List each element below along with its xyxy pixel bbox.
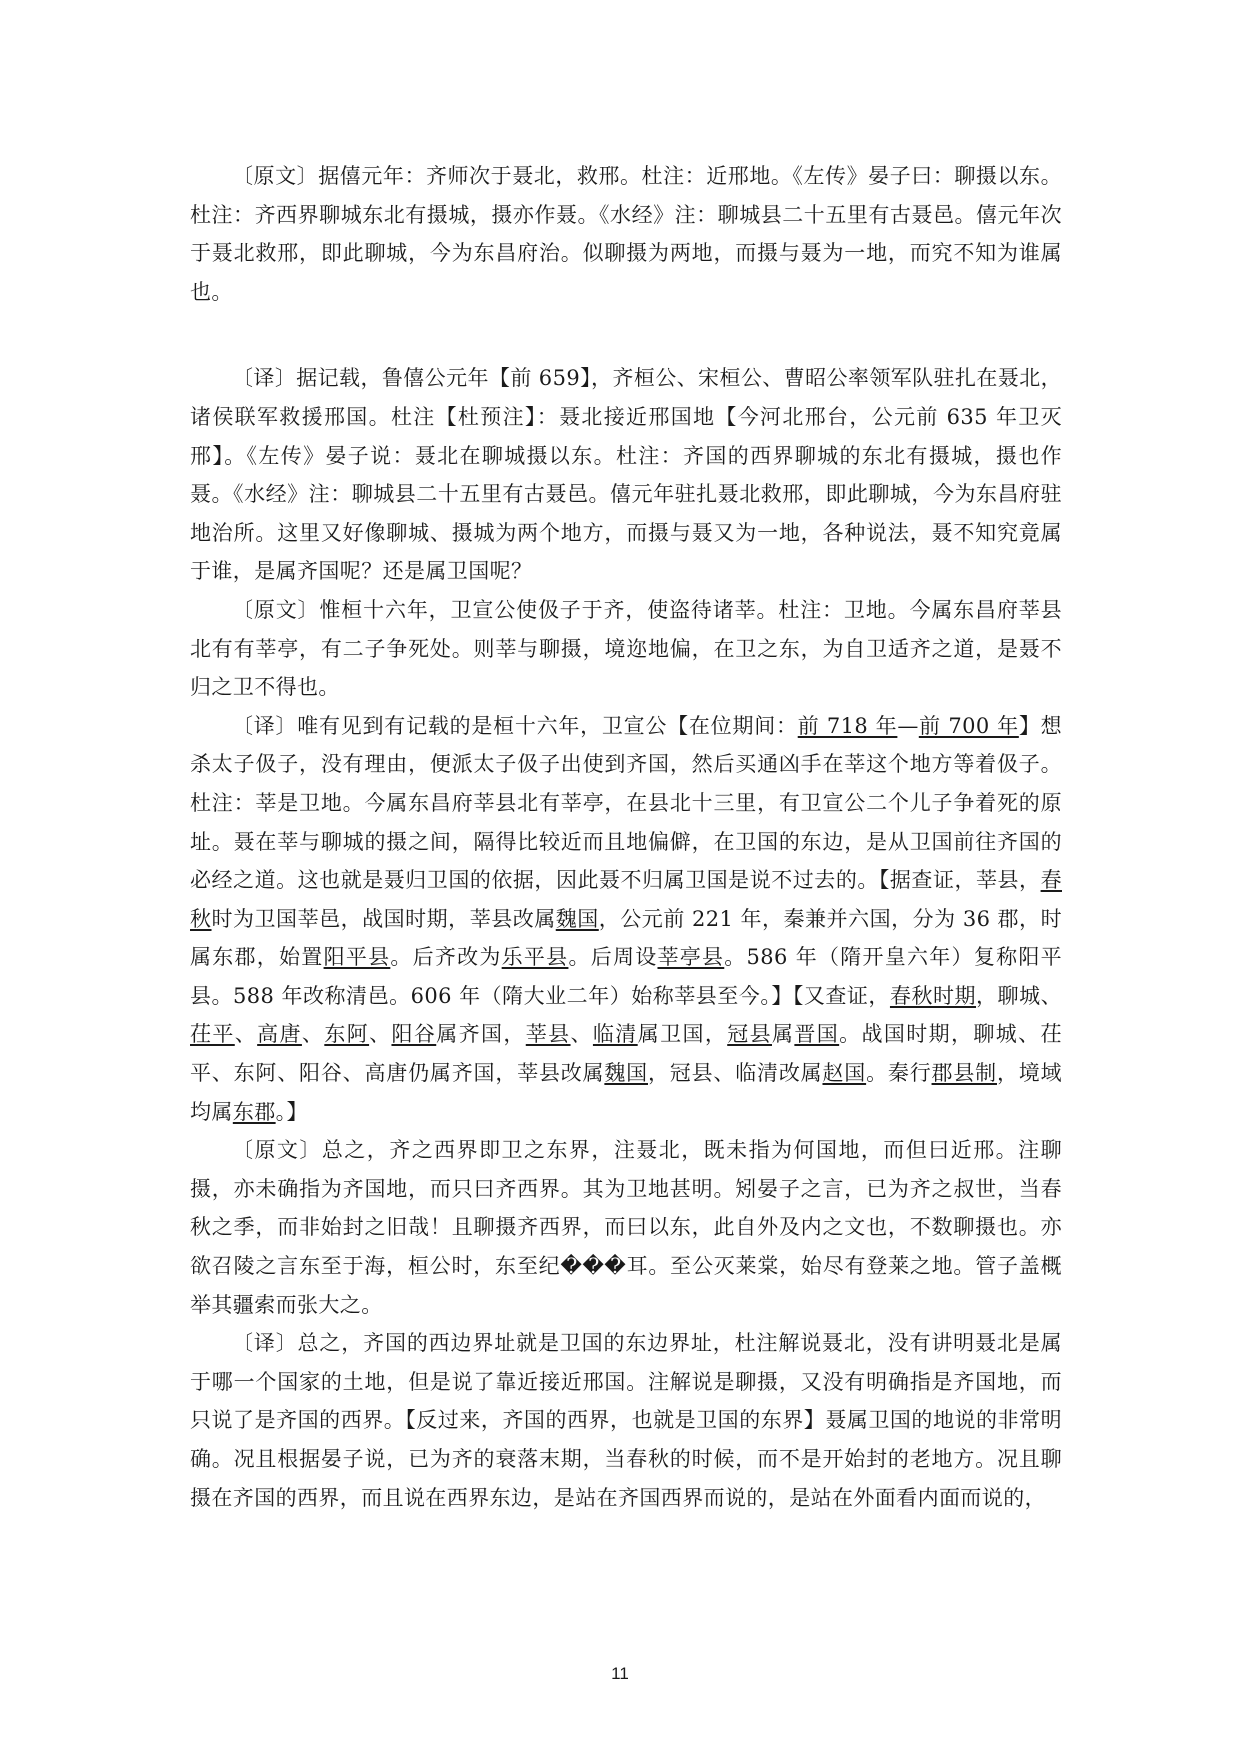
underlined-term: 莘亭县 — [657, 945, 725, 970]
paragraph — [190, 157, 1062, 311]
text-run: 。后齐改为 — [390, 945, 502, 970]
paragraph — [190, 591, 1062, 707]
paragraph-spacer — [190, 311, 1062, 359]
text-run: 】想杀太子伋子，没有理由，便派太子伋子出使到齐国，然后买通凶手在莘这个地方等着伋子。杜注：莘是卫地。今属东昌府莘县北有莘亭，在县北十三里，有卫宣公二个儿子争着死的原址。聂在莘与聊城的摄之间，隔得比较近而且地偏僻，在卫国的东边，是从卫国前往齐国的必经之道。这也就是聂归卫国的依据，因此聂不归属卫国是说不过去的。【据查证，莘县， — [190, 713, 1062, 893]
underlined-term: 高唐 — [257, 1022, 302, 1047]
underlined-term: 赵国 — [822, 1061, 867, 1086]
text-run: 、 — [570, 1022, 593, 1047]
underlined-term: 茌平 — [190, 1022, 235, 1047]
text-run: 〔原文〕总之，齐之西界即卫之东界，注聂北，既未指为何国地，而但曰近邢。注聊摄，亦未确指为齐国地，而只曰齐西界。其为卫地甚明。矧晏子之言，已为齐之叔世，当春秋之季，而非始封之旧哉！且聊摄齐西界，而曰以东，此自外及内之文也，不数聊摄也。亦欲召陵之言东至于海，桓公时，东至纪���耳。至公灭莱棠，始尽有登莱之地。管子盖概举其疆索而张大之。 — [190, 1138, 1062, 1317]
underlined-term: 冠县 — [727, 1022, 772, 1047]
paragraph — [190, 1324, 1062, 1517]
text-run: 。586 年（隋开皇六年）复称阳平县。588 年改称清邑。606 年（隋大业二年）始称莘县至今。】【又查证， — [190, 945, 1062, 1008]
underlined-term: 魏国 — [555, 906, 599, 931]
underlined-term: 春秋时期 — [889, 983, 977, 1008]
text-run: 属齐国， — [436, 1022, 526, 1047]
text-run: ，聊城、 — [976, 983, 1062, 1008]
underlined-term: 临清 — [592, 1022, 638, 1047]
underlined-term: 乐平县 — [501, 945, 569, 970]
underlined-term: 晋国 — [794, 1022, 840, 1047]
text-run: 。】 — [275, 1099, 308, 1124]
underlined-term: 前 700 年 — [918, 713, 1019, 738]
text-run: 、 — [234, 1022, 258, 1047]
text-run: 属 — [771, 1022, 795, 1047]
underlined-term: 莘县 — [525, 1022, 571, 1047]
underlined-term: 东阿 — [324, 1022, 370, 1047]
underlined-term: 阳谷 — [391, 1022, 437, 1047]
text-run: 〔译〕据记载，鲁僖公元年【前 659】，齐桓公、宋桓公、曹昭公率领军队驻扎在聂北，诸侯联军救援邢国。杜注【杜预注】：聂北接近邢国地【今河北邢台，公元前 635 年卫灭邢】。《左传》晏子说：聂北在聊城摄以东。杜注：齐国的西界聊城的东北有摄城，摄也作聂。《水经》注：聊城县二十五里有古聂邑。僖元年驻扎聂北救邢，即此聊城，今为东昌府驻地治所。这里又好像聊城、摄城为两个地方，而摄与聂又为一地，各种说法，聂不知究竟属于谁，是属齐国呢？还是属卫国呢？ — [190, 366, 1062, 584]
text-run: 。秦行 — [866, 1061, 932, 1086]
text-run: 时为卫国莘邑，战国时期，莘县改属 — [211, 906, 556, 931]
text-run: 〔原文〕据僖元年：齐师次于聂北，救邢。杜注：近邢地。《左传》晏子曰：聊摄以东。杜注：齐西界聊城东北有摄城，摄亦作聂。《水经》注：聊城县二十五里有古聂邑。僖元年次于聂北救邢，即此聊城，今为东昌府治。似聊摄为两地，而摄与聂为一地，而究不知为谁属也。 — [190, 164, 1062, 304]
underlined-term: 魏国 — [604, 1061, 648, 1086]
text-run: ，公元前 221 年，秦兼并六国，分为 36 郡，时属东郡，始置 — [190, 906, 1062, 970]
page-body — [190, 157, 1062, 1517]
text-run: ，冠县、临清改属 — [648, 1061, 823, 1086]
page-number: 11 — [611, 1664, 629, 1683]
text-run: 〔译〕唯有见到有记载的是桓十六年，卫宣公【在位期间： — [232, 713, 798, 738]
underlined-term: 春秋 — [190, 868, 1062, 931]
text-run: 、 — [301, 1022, 325, 1047]
underlined-term: 前 718 年 — [797, 713, 898, 738]
paragraph — [190, 1131, 1062, 1324]
text-run: — — [897, 713, 919, 738]
text-run: 。战国时期，聊城、茌平、东阿、阳谷、高唐仍属齐国，莘县改属 — [190, 1022, 1062, 1086]
text-run: 。后周设 — [568, 945, 658, 970]
paragraph — [190, 359, 1062, 591]
text-run: ，境域均属 — [190, 1061, 1063, 1124]
underlined-term: 阳平县 — [323, 945, 391, 970]
text-run: 〔原文〕惟桓十六年，卫宣公使伋子于齐，使盗待诸莘。杜注：卫地。今属东昌府莘县北有有莘亭，有二子争死处。则莘与聊摄，境迩地偏，在卫之东，为自卫适齐之道，是聂不归之卫不得也。 — [190, 597, 1062, 700]
underlined-term: 郡县制 — [931, 1061, 997, 1086]
underlined-term: 东郡 — [232, 1099, 276, 1124]
paragraph — [190, 707, 1062, 1132]
text-run: 〔译〕总之，齐国的西边界址就是卫国的东边界址，杜注解说聂北，没有讲明聂北是属于哪一个国家的土地，但是说了靠近接近邢国。注解说是聊摄，又没有明确指是齐国地，而只说了是齐国的西界。【反过来，齐国的西界，也就是卫国的东界】聂属卫国的地说的非常明确。况且根据晏子说，已为齐的衰落末期，当春秋的时候，而不是开始封的老地方。况且聊摄在齐国的西界，而且说在西界东边，是站在齐国西界而说的，是站在外面看内面而说的， — [190, 1331, 1062, 1510]
text-run: 、 — [369, 1022, 392, 1047]
text-run: 属卫国， — [637, 1022, 728, 1047]
